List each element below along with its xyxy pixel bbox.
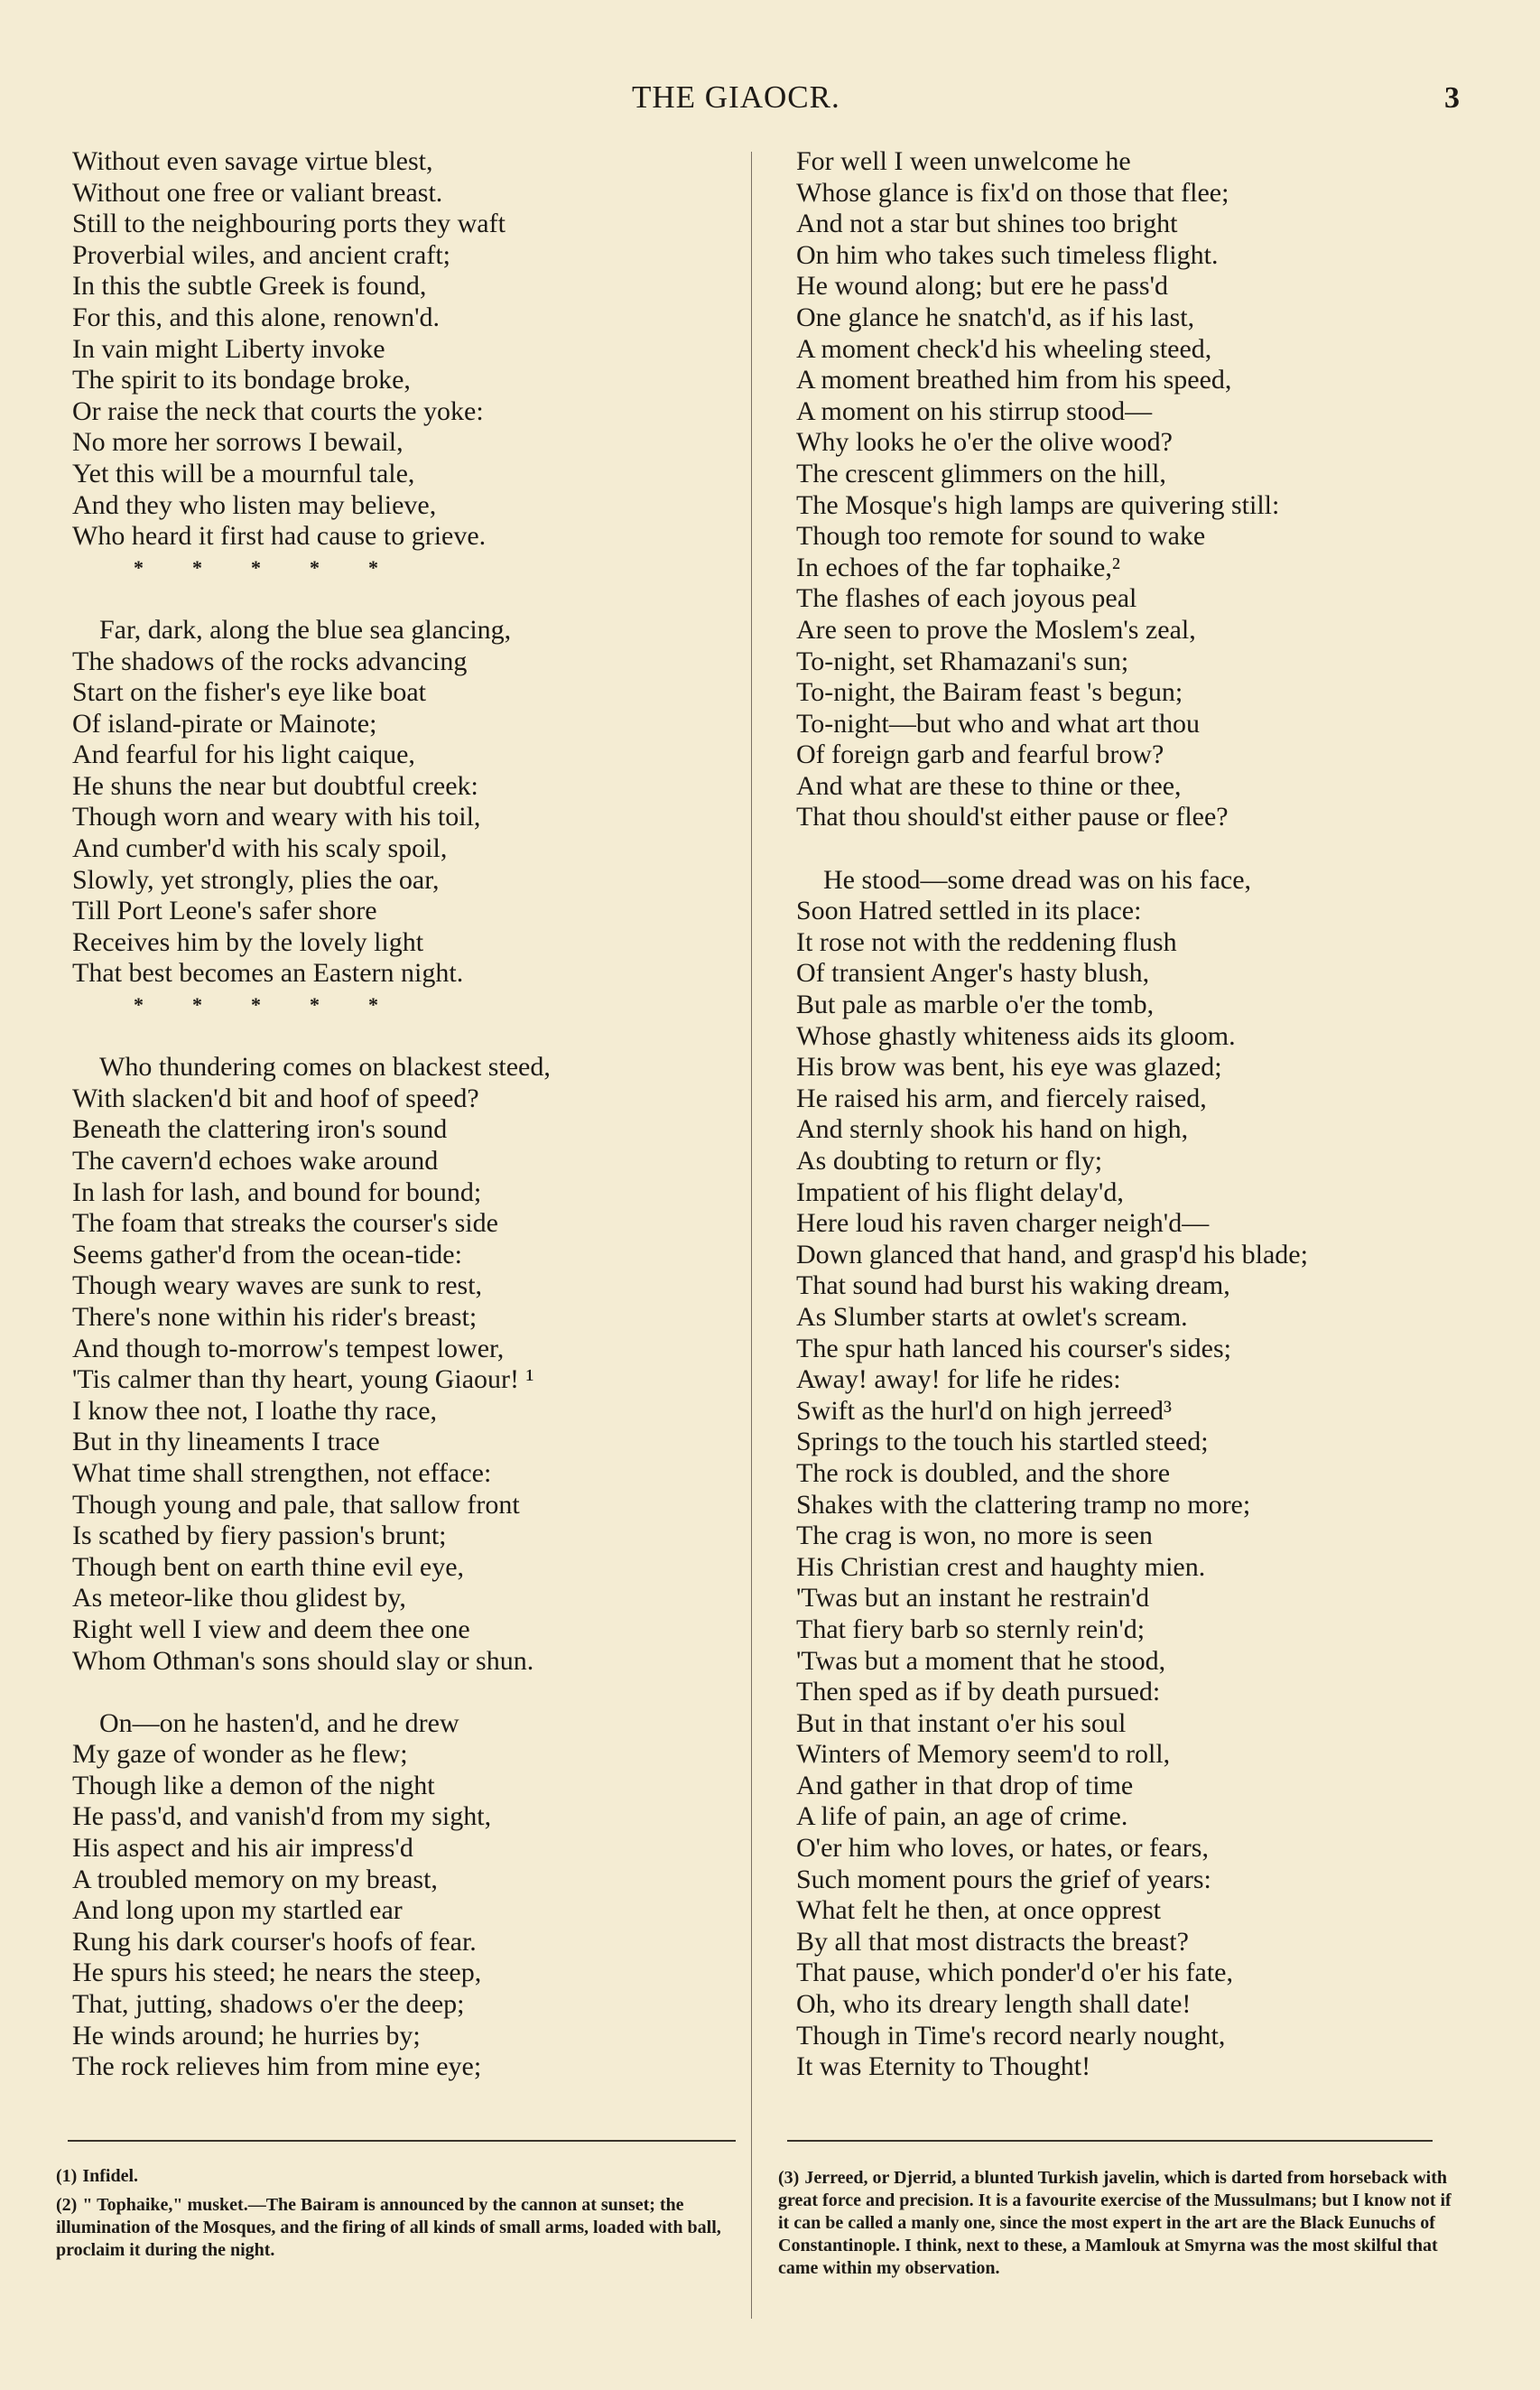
poem-line: Soon Hatred settled in its place: [796, 896, 1142, 926]
poem-line: Start on the fisher's eye like boat [72, 677, 426, 708]
section-break-asterisks [72, 553, 740, 584]
poem-line: Of island-pirate or Mainote; [72, 708, 377, 739]
poem-line: Beneath the clattering iron's sound [72, 1114, 448, 1145]
poem-line: The rock relieves him from mine eye; [72, 2051, 482, 2082]
poem-line: But in thy lineaments I trace [72, 1427, 380, 1457]
footnote [778, 2167, 1464, 2280]
poem-line: Then sped as if by death pursued: [796, 1677, 1161, 1707]
poem-line: Though worn and weary with his toil, [72, 802, 481, 832]
poem-line: The foam that streaks the courser's side [72, 1208, 498, 1239]
poem-line: The shadows of the rocks advancing [72, 646, 468, 676]
poem-line: Whose ghastly whiteness aids its gloom. [796, 1020, 1236, 1051]
asterisk: * [134, 993, 144, 1017]
asterisk: * [251, 993, 261, 1017]
poem-line: He shuns the near but doubtful creek: [72, 770, 478, 801]
poem-line: 'Twas but an instant he restrain'd [796, 1583, 1150, 1613]
poem-line: It was Eternity to Thought! [796, 2051, 1091, 2082]
poem-line: And cumber'd with his scaly spoil, [72, 833, 448, 864]
asterisk: * [251, 555, 261, 579]
poem-line: A troubled memory on my breast, [72, 1864, 438, 1894]
poem-line: The flashes of each joyous peal [796, 583, 1137, 614]
poem-line: His aspect and his air impress'd [72, 1833, 413, 1864]
poem-line: A life of pain, an age of crime. [796, 1801, 1128, 1832]
poem-line: Of transient Anger's hasty blush, [796, 958, 1150, 989]
poem-line: Proverbial wiles, and ancient craft; [72, 239, 451, 270]
poem-line: Winters of Memory seem'd to roll, [796, 1739, 1171, 1770]
poem-line: In echoes of the far tophaike,² [796, 552, 1120, 582]
poem-line: Impatient of his flight delay'd, [796, 1176, 1124, 1207]
footnotes-left [56, 2165, 735, 2268]
footnote-label: (1) [56, 2166, 78, 2186]
asterisk: * [368, 993, 378, 1017]
poem-line: But in that instant o'er his soul [796, 1707, 1127, 1738]
footnote [56, 2194, 735, 2262]
poem-line: One glance he snatch'd, as if his last, [796, 302, 1195, 332]
poem-line: 'Tis calmer than thy heart, young Giaour! ¹ [72, 1364, 534, 1395]
footnote-label: (3) [778, 2168, 800, 2188]
poem-line: Whom Othman's sons should slay or shun. [72, 1645, 534, 1676]
poem-line: And long upon my startled ear [72, 1895, 403, 1926]
poem-line: In vain might Liberty invoke [72, 333, 385, 364]
poem-line: My gaze of wonder as he flew; [72, 1739, 408, 1770]
poem-line: And fearful for his light caique, [72, 739, 415, 770]
footnote-rule-left [68, 2140, 736, 2142]
poem-line: Yet this will be a mournful tale, [72, 458, 415, 488]
column-divider [751, 152, 752, 2319]
poem-line: For well I ween unwelcome he [796, 146, 1131, 176]
poem-line: In this the subtle Greek is found, [72, 271, 427, 302]
poem-line: For this, and this alone, renown'd. [72, 302, 441, 332]
poem-line: And though to-morrow's tempest lower, [72, 1333, 505, 1363]
asterisk: * [134, 555, 144, 579]
poem-line: With slacken'd bit and hoof of speed? [72, 1083, 479, 1113]
right-poem-column [796, 146, 1464, 2083]
asterisk: * [192, 993, 202, 1017]
poem-line: Without one free or valiant breast. [72, 177, 443, 208]
poem-line: What felt he then, at once opprest [796, 1895, 1162, 1926]
page-number: 3 [1444, 81, 1460, 115]
poem-line: Is scathed by fiery passion's brunt; [72, 1520, 447, 1551]
poem-line: Down glanced that hand, and grasp'd his blade; [796, 1239, 1308, 1269]
poem-line: Away! away! for life he rides: [796, 1364, 1121, 1395]
poem-line: Who heard it first had cause to grieve. [72, 521, 487, 552]
poem-line: On him who takes such timeless flight. [796, 239, 1219, 270]
poem-line: And not a star but shines too bright [796, 209, 1178, 239]
footnotes-right [778, 2167, 1464, 2286]
poem-line: Or raise the neck that courts the yoke: [72, 395, 484, 426]
asterisk: * [368, 555, 378, 579]
poem-line: As doubting to return or fly; [796, 1146, 1103, 1176]
poem-line: That sound had burst his waking dream, [796, 1270, 1230, 1301]
poem-line: The cavern'd echoes wake around [72, 1146, 439, 1176]
poem-line: Till Port Leone's safer shore [72, 896, 377, 926]
poem-line: That, jutting, shadows o'er the deep; [72, 1989, 465, 2020]
footnote-text: " Tophaike," musket.—The Bairam is announced by the cannon at sunset; the illumination of the Mosques, and the firing of all kinds of small arms, loaded with ball, proclaim it during the night. [56, 2195, 721, 2260]
poem-line: What time shall strengthen, not efface: [72, 1457, 492, 1488]
poem-line: That pause, which ponder'd o'er his fate, [796, 1958, 1233, 1988]
poem-line: The spirit to its bondage broke, [72, 365, 411, 395]
poem-line: The spur hath lanced his courser's sides; [796, 1333, 1231, 1363]
poem-line: That thou should'st either pause or flee? [796, 802, 1229, 832]
poem-line: As meteor-like thou glidest by, [72, 1583, 406, 1613]
footnote-text: Jerreed, or Djerrid, a blunted Turkish javelin, which is darted from horseback with great force and precision. It is a favourite exercise of the Mussulmans; but I know not if it can be called a manly one, since the most expert in the art are the Black Eunuchs of Constantinople. I think, next to these, a Mamlouk at Smyrna was the most skilful that came within my observation. [778, 2168, 1452, 2278]
poem-line: That best becomes an Eastern night. [72, 958, 464, 989]
section-break-asterisks [72, 990, 740, 1021]
footnote [56, 2165, 735, 2188]
poem-line: As Slumber starts at owlet's scream. [796, 1301, 1188, 1332]
poem-line: To-night, the Bairam feast 's begun; [796, 677, 1183, 708]
poem-line: I know thee not, I loathe thy race, [72, 1395, 438, 1426]
poem-line: A moment check'd his wheeling steed, [796, 333, 1212, 364]
poem-line: Are seen to prove the Moslem's zeal, [796, 614, 1196, 645]
poem-line: The crescent glimmers on the hill, [796, 458, 1166, 488]
poem-line: He spurs his steed; he nears the steep, [72, 1958, 482, 1988]
poem-line: Of foreign garb and fearful brow? [796, 739, 1164, 770]
asterisk: * [310, 993, 320, 1017]
poem-line: Without even savage virtue blest, [72, 146, 433, 176]
poem-line: Who thundering comes on blackest steed, [99, 1052, 551, 1083]
poem-line: Far, dark, along the blue sea glancing, [99, 614, 512, 645]
poem-line: Oh, who its dreary length shall date! [796, 1989, 1192, 2020]
left-poem-column [72, 146, 740, 2083]
poem-line: It rose not with the reddening flush [796, 926, 1177, 957]
poem-line: Though weary waves are sunk to rest, [72, 1270, 483, 1301]
poem-line: Why looks he o'er the olive wood? [796, 427, 1173, 458]
poem-line: Whose glance is fix'd on those that flee; [796, 177, 1229, 208]
poem-line: There's none within his rider's breast; [72, 1301, 478, 1332]
poem-line: A moment on his stirrup stood— [796, 395, 1153, 426]
poem-line: He wound along; but ere he pass'd [796, 271, 1168, 302]
poem-line: Though young and pale, that sallow front [72, 1489, 520, 1520]
poem-line: A moment breathed him from his speed, [796, 365, 1232, 395]
stanza-gap [796, 833, 1464, 865]
poem-line: And what are these to thine or thee, [796, 770, 1182, 801]
poem-line: The rock is doubled, and the shore [796, 1457, 1171, 1488]
poem-line: Right well I view and deem thee one [72, 1613, 470, 1644]
poem-line: Slowly, yet strongly, plies the oar, [72, 864, 440, 895]
stanza-gap [72, 1021, 740, 1053]
poem-line: Springs to the touch his startled steed; [796, 1427, 1209, 1457]
poem-line: His Christian crest and haughty mien. [796, 1551, 1206, 1582]
poem-line: He winds around; he hurries by; [72, 2020, 421, 2051]
poem-line: That fiery barb so sternly rein'd; [796, 1613, 1146, 1644]
poem-line: But pale as marble o'er the tomb, [796, 990, 1155, 1020]
asterisk: * [310, 555, 320, 579]
poem-line: The Mosque's high lamps are quivering still: [796, 489, 1280, 520]
running-title: THE GIAOCR. [632, 79, 840, 115]
poem-line: Rung his dark courser's hoofs of fear. [72, 1926, 477, 1957]
poem-line: Though too remote for sound to wake [796, 521, 1206, 552]
poem-line: Though bent on earth thine evil eye, [72, 1551, 465, 1582]
poem-line: Such moment pours the grief of years: [796, 1864, 1211, 1894]
poem-line: And gather in that drop of time [796, 1770, 1134, 1800]
poem-line: Though like a demon of the night [72, 1770, 435, 1800]
poem-line: O'er him who loves, or hates, or fears, [796, 1833, 1209, 1864]
poem-line: The crag is won, no more is seen [796, 1520, 1153, 1551]
poem-line: By all that most distracts the breast? [796, 1926, 1189, 1957]
asterisk: * [192, 555, 202, 579]
poem-line: And sternly shook his hand on high, [796, 1114, 1189, 1145]
poem-line: He raised his arm, and fiercely raised, [796, 1083, 1207, 1113]
poem-line: And they who listen may believe, [72, 489, 437, 520]
poem-line: His brow was bent, his eye was glazed; [796, 1052, 1222, 1083]
poem-line: 'Twas but a moment that he stood, [796, 1645, 1166, 1676]
stanza-gap [72, 583, 740, 615]
poem-line: Receives him by the lovely light [72, 926, 424, 957]
poem-line: No more her sorrows I bewail, [72, 427, 404, 458]
footnote-label: (2) [56, 2195, 78, 2215]
poem-line: He stood—some dread was on his face, [823, 864, 1252, 895]
footnote-rule-right [787, 2140, 1433, 2142]
poem-line: In lash for lash, and bound for bound; [72, 1176, 482, 1207]
poem-line: To-night, set Rhamazani's sun; [796, 646, 1129, 676]
poem-line: Seems gather'd from the ocean-tide: [72, 1239, 462, 1269]
poem-line: Here loud his raven charger neigh'd— [796, 1208, 1210, 1239]
poem-line: Swift as the hurl'd on high jerreed³ [796, 1395, 1172, 1426]
stanza-gap [72, 1677, 740, 1708]
poem-line: On—on he hasten'd, and he drew [99, 1707, 459, 1738]
page-header [0, 79, 1540, 116]
poem-line: To-night—but who and what art thou [796, 708, 1200, 739]
poem-line: He pass'd, and vanish'd from my sight, [72, 1801, 492, 1832]
poem-line: Shakes with the clattering tramp no more; [796, 1489, 1251, 1520]
poem-line: Still to the neighbouring ports they waft [72, 209, 506, 239]
poem-line: Though in Time's record nearly nought, [796, 2020, 1226, 2051]
footnote-text: Infidel. [82, 2166, 139, 2186]
